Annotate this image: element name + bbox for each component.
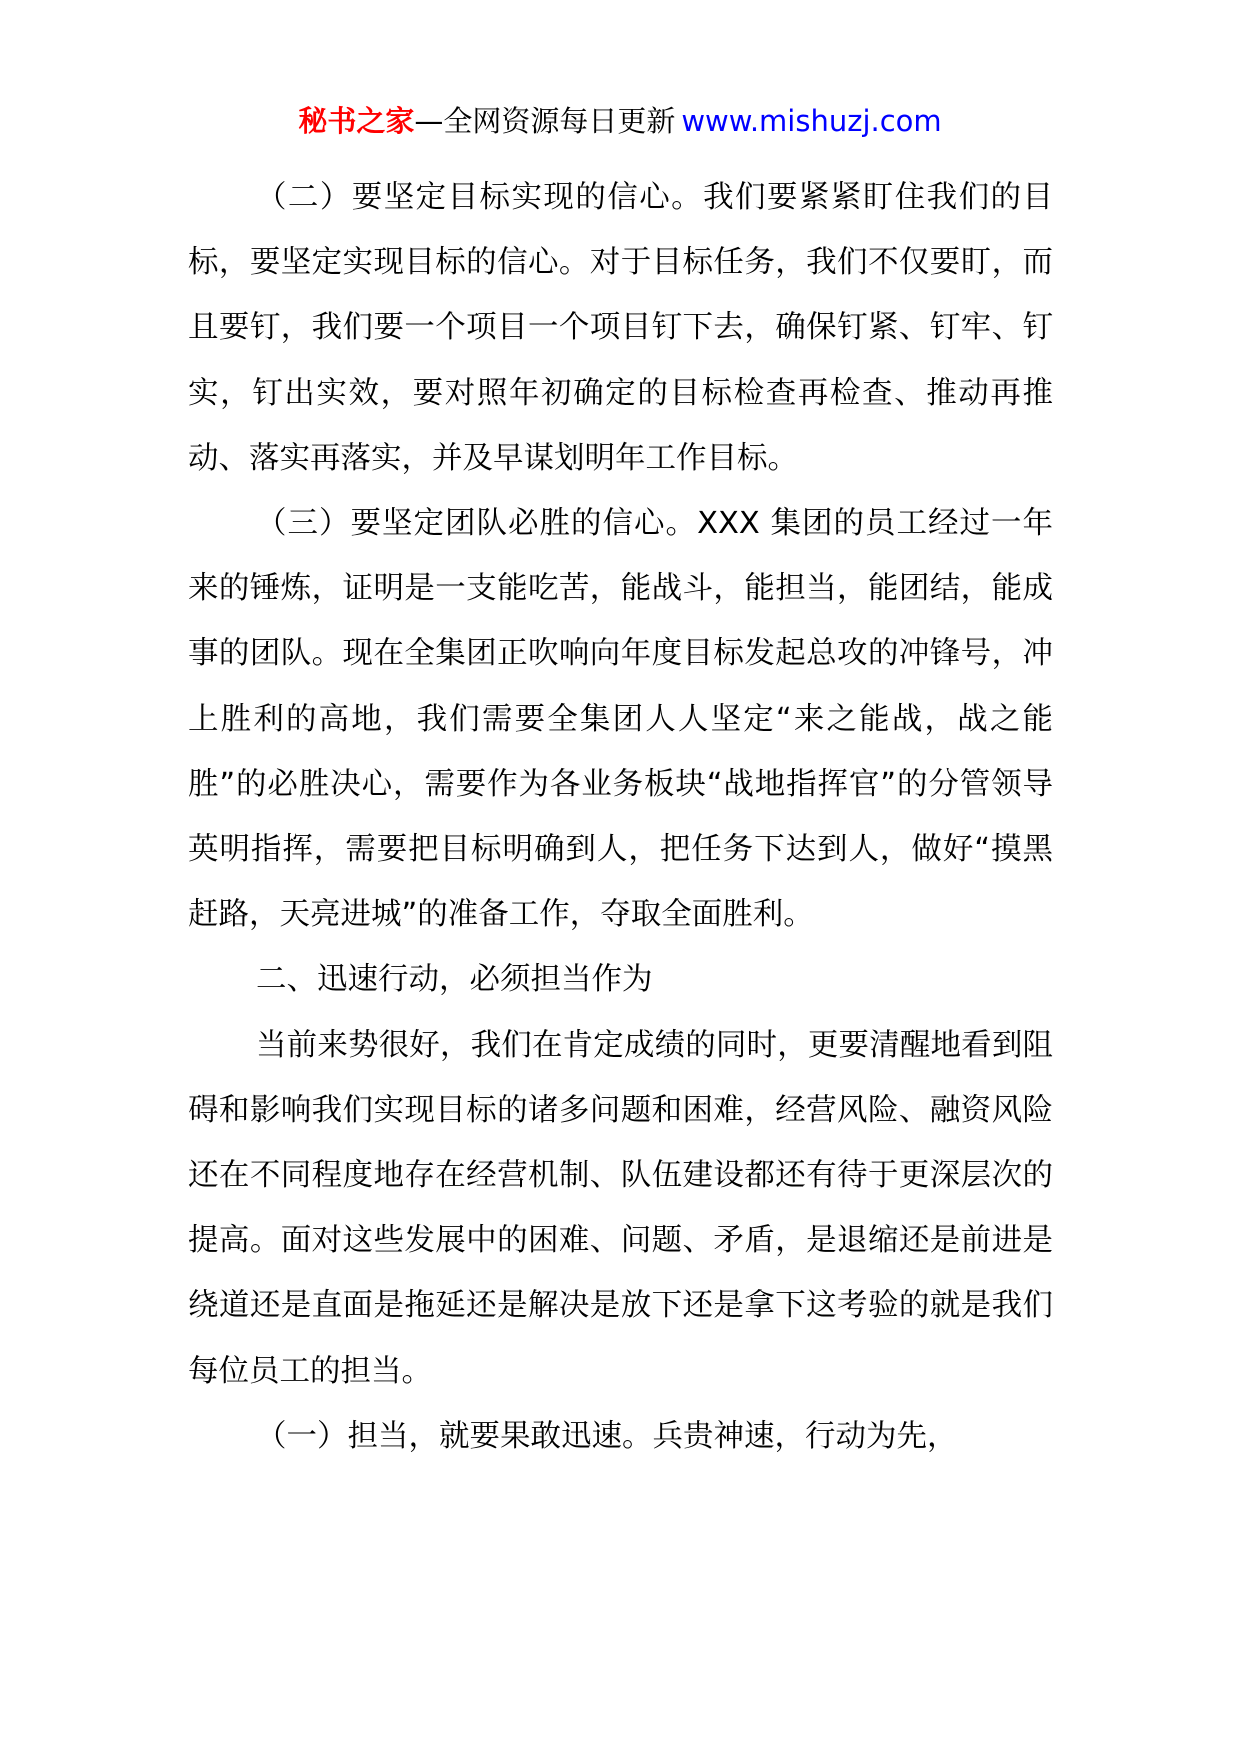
paragraph-team-confidence: （三）要坚定团队必胜的信心。XXX 集团的员工经过一年来的锤炼，证明是一支能吃苦，能战斗，能担当，能团结，能成事的团队。现在全集团正吹响向年度目标发起总攻的冲锋号，冲上胜利的高地，我们需要全集团人人坚定“来之能战，战之能胜”的必胜决心，需要作为各业务板块“战地指挥官”的分管领导英明指挥，需要把目标明确到人，把任务下达到人，做好“摸黑赶路，天亮进城”的准备工作，夺取全面胜利。 [188, 506, 1053, 933]
website-link[interactable]: www.mishuzj.com [681, 104, 942, 138]
brand-name: 秘书之家 [298, 104, 415, 138]
page-header [0, 101, 1240, 141]
paragraph-current-situation: 当前来势很好，我们在肯定成绩的同时，更要清醒地看到阻碍和影响我们实现目标的诸多问题和困难，经营风险、融资风险还在不同程度地存在经营机制、队伍建设都还有待于更深层次的提高。面对这些发展中的困难、问题、矛盾，是退缩还是前进是绕道还是直面是拖延还是解决是放下还是拿下这考验的就是我们每位员工的担当。 [188, 1027, 1053, 1389]
paragraph-responsibility-decisive: （一）担当，就要果敢迅速。兵贵神速，行动为先， [256, 1418, 958, 1454]
paragraph-target-confidence: （二）要坚定目标实现的信心。我们要紧紧盯住我们的目标，要坚定实现目标的信心。对于目标任务，我们不仅要盯，而且要钉，我们要一个项目一个项目钉下去，确保钉紧、钉牢、钉实，钉出实效，要对照年初确定的目标检查再检查、推动再推动、落实再落实，并及早谋划明年工作目标。 [188, 180, 1053, 476]
document-body [188, 165, 1053, 1469]
header-tagline: —全网资源每日更新 [414, 104, 676, 138]
section-heading-act-quickly: 二、迅速行动，必须担当作为 [256, 962, 653, 998]
